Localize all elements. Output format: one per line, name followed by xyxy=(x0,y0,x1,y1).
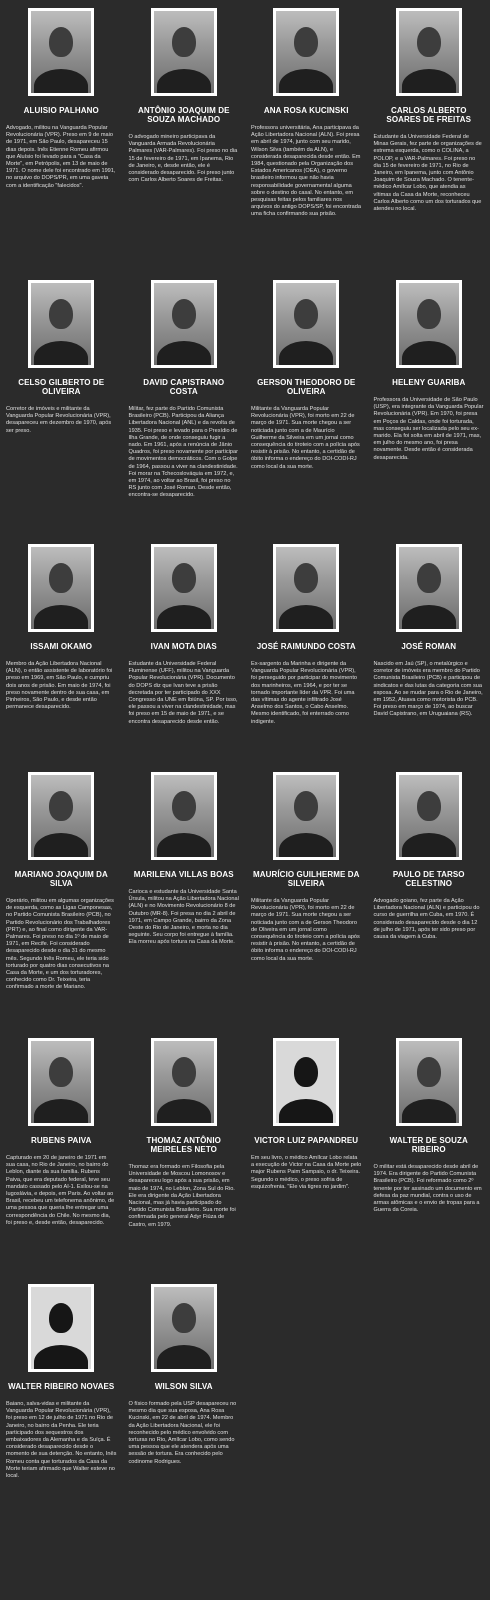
person-card xyxy=(0,0,123,272)
person-card xyxy=(0,1276,123,1600)
person-bio: Carioca e estudante da Universidade Santa Úrsula, militou na Ação Libertadora Nacional (ALN) e no Movimento Revolucionário 8 de Outubro (MR-8). Foi presa no dia 2 abril de 1971, em Campo Grande, bairro da Zona Oeste do Rio de Janeiro, e morta no dia seguinte. Seu corpo foi entregue à família. Ela morreu após tortura na Casa da Morte. xyxy=(128,889,239,946)
person-name: MAURÍCIO GUILHERME DA SILVEIRA xyxy=(252,870,360,888)
person-name: ISSAMI OKAMO xyxy=(30,642,93,651)
person-name: VICTOR LUIZ PAPANDREU xyxy=(254,1136,359,1145)
person-card xyxy=(123,0,246,272)
portrait-photo xyxy=(396,772,462,860)
portrait-photo xyxy=(273,772,339,860)
portrait-photo xyxy=(151,772,217,860)
person-card xyxy=(0,272,123,536)
person-bio: Em seu livro, o médico Amílcar Lobo relata a execução de Victor na Casa da Morte pelo major Rubens Paim Sampaio, o dr. Teixeira. Segundo o médico, o preso sofria de esquizofrenia. "Ele via tigres no jardim". xyxy=(251,1155,362,1190)
person-card xyxy=(245,536,368,764)
person-card xyxy=(368,1030,490,1276)
portrait-photo xyxy=(28,544,94,632)
portrait-photo xyxy=(151,1284,217,1372)
portrait-photo xyxy=(273,544,339,632)
person-bio: Militante da Vanguarda Popular Revolucionária (VPR), foi morto em 22 de março de 1971. Sua morte chegou a ser noticiada junto com a de Gerson Theodoro de Oliveira em um jornal como consequência do tiroteio com a polícia após resistir à prisão. No entanto, a certidão de óbito informa o endereço do DOI-CODI-RJ como local da sua morte. xyxy=(251,898,360,962)
portrait-photo xyxy=(151,1038,217,1126)
person-bio: Estudante da Universidade Federal de Minas Gerais, fez parte de organizações de extrema esquerda, como o COLINA, a POLOP, e a VAR-Palmares. Foi preso no dia 15 de fevereiro de 1971, no Rio de Janeiro, em Ipanema, junto com Antônio Joaquim de Souza Machado. O tenente-médico Amílcar Lobo, que atendia as vítimas da Casa da Morte, reconheceu Carlos Alberto como um dos torturados que atendeu no local. xyxy=(373,134,482,213)
person-card xyxy=(245,1030,368,1276)
portrait-photo xyxy=(28,280,94,368)
empty-cell xyxy=(368,1276,490,1600)
person-bio: Corretor de imóveis e militante da Vanguarda Popular Revolucionária (VPR), desapareceu em dezembro de 1970, após ser preso. xyxy=(6,406,112,434)
person-name: JOSÉ ROMAN xyxy=(401,642,457,651)
person-card xyxy=(0,764,123,1030)
portrait-photo xyxy=(28,772,94,860)
person-bio: Operário, militou em algumas organizações de esquerda, como as Ligas Camponesas, no Partido Comunista Brasileiro (PCB), no Partido Revolucionário dos Trabalhadores (PRT) e, ao final como dirigente da VAR-Palmares. Foi preso no dia 1º de maio de 1971, em Recife. Foi considerado desaparecido desde o dia 31 do mesmo mês. Segundo Inês Romeu, ele teria sido torturado por quatro dias consecutivos na Casa da Morte, e um dos torturadores, conhecido como Dr. Teixeira, teria confirmado a morte de Mariano. xyxy=(6,898,114,991)
person-name: IVAN MOTA DIAS xyxy=(150,642,217,651)
person-card xyxy=(368,764,490,1030)
person-bio: O advogado mineiro participava da Vanguarda Armada Revolucionária Palmares (VAR-Palmares). Foi preso no dia 15 de fevereiro de 1971, em Ipanema, Rio de Janeiro, e, desde então, ele é considerado desaparecido. Foi preso junto com Carlos Alberto Soares de Freitas. xyxy=(128,134,238,184)
person-bio: O militar está desaparecido desde abril de 1974. Era dirigente do Partido Comunista Brasileiro (PCB). Foi reformado como 2º tenente por ter assinado um documento em defesa da paz mundial, contra o uso de armas atômicas e o envio de tropas para a Guerra da Coreia. xyxy=(373,1164,482,1214)
person-bio: Professora universitária, Ana participava da Ação Libertadora Nacional (ALN). Foi presa em abril de 1974, junto com seu marido, Wilson Silva (também da ALN), e considerada desaparecida desde então. Em 1984, questionado pela Organização dos Estados Americanos (OEA), o governo brasileiro informou que não havia responsabilidade governamental alguma sobre o destino do casal. No entanto, em pesquisas feitas pelos familiares nos arquivos do antigo DOPS/SP, foi encontrada uma ficha confirmando sua prisão. xyxy=(251,125,361,218)
portrait-photo xyxy=(396,544,462,632)
person-bio: Baiano, salva-vidas e militante da Vanguarda Popular Revolucionária (VPR), foi preso em 12 de julho de 1971 no Rio de Janeiro, no bairro da Penha. Ele teria participado dos sequestros dos embaixadores da Alemanha e da Suíça. É considerado desaparecido desde o momento de sua detenção. No entanto, Inês Romeu conta que torturados da Casa da Morte teriam afirmado que Walter esteve no local. xyxy=(6,1401,117,1480)
person-name: MARILENA VILLAS BOAS xyxy=(133,870,234,879)
person-card xyxy=(368,272,490,536)
person-card xyxy=(0,536,123,764)
person-bio: Membro da Ação Libertadora Nacional (ALN), o então assistente de laboratório foi preso em 1969, em São Paulo, e cumpriu dois anos de prisão. Em maio de 1974, foi preso novamente dentro de sua casa, em Pinheiros, São Paulo, e desde então permanece desaparecido. xyxy=(6,661,113,711)
person-card xyxy=(123,1276,246,1600)
empty-cell xyxy=(245,1276,368,1600)
portrait-photo xyxy=(396,280,462,368)
person-bio: O físico formado pela USP desapareceu no mesmo dia que sua esposa, Ana Rosa Kucinski, em 22 de abril de 1974. Membro da Ação Libertadora Nacional, ele foi reconhecido pelo médico envolvido com torturas no Rio, Amílcar Lobo, como sendo uma pessoa que ele atendera após uma sessão de tortura. Era conhecido pelo codinome Rodrigues. xyxy=(128,1401,237,1465)
person-card xyxy=(123,1030,246,1276)
person-bio: Capturado em 20 de janeiro de 1971 em sua casa, no Rio de Janeiro, no bairro do Leblon, diante da sua família. Rubens Paiva, que era deputado federal, teve seu mandato cassado pelo AI-1. Exilou-se na Iugoslávia, e depois, em Paris. Ao voltar ao Brasil, recebeu um telefonema anônimo, de uma pessoa que queria lhe entregar uma correspondência do Chile. No mesmo dia, foi preso e, desde então, desaparecido. xyxy=(6,1155,115,1226)
portrait-photo xyxy=(396,1038,462,1126)
person-bio: Nascido em Jaú (SP), o metalúrgico e corretor de imóveis era membro do Partido Comunista Brasileiro (PCB) e participou de sindicatos e das lutas da categoria com sua esposa. Ao se mudar para o Rio de Janeiro, em 1952, Atuava como motorista do PCB. Foi preso em março de 1974, ao buscar David Capistrano, em Uruguaiana (RS). xyxy=(373,661,483,718)
person-card xyxy=(245,272,368,536)
person-name: PAULO DE TARSO CELESTINO xyxy=(392,870,465,888)
person-bio: Professora da Universidade de São Paulo (USP), era integrante da Vanguarda Popular Revolucionária (VPR). Em 1970, foi presa em Poços de Caldas, onde foi torturada, mas conseguiu ser localizada pelo seu ex-marido. Ela foi solta em abril de 1971, mas, em julho do mesmo ano, foi presa novamente. Desde então é considerada desaparecida. xyxy=(373,397,484,461)
person-card xyxy=(368,536,490,764)
portrait-photo xyxy=(28,1038,94,1126)
person-name: CARLOS ALBERTO SOARES DE FREITAS xyxy=(386,106,472,124)
silhouette-placeholder-icon xyxy=(28,1284,94,1372)
portrait-photo xyxy=(273,280,339,368)
person-bio: Advogado goiano, fez parte da Ação Libertadora Nacional (ALN) e participou do curso de guerrilha em Cuba, em 1970. É considerado desaparecido desde o dia 12 de julho de 1971, após ter sido preso por causa da viagem à Cuba. xyxy=(373,898,480,941)
person-card xyxy=(368,0,490,272)
person-name: WILSON SILVA xyxy=(154,1382,213,1391)
person-card xyxy=(245,0,368,272)
person-card xyxy=(123,272,246,536)
portrait-photo xyxy=(151,280,217,368)
person-name: HELENY GUARIBA xyxy=(392,378,466,387)
person-name: ALUISIO PALHANO xyxy=(23,106,99,115)
person-name: JOSÉ RAIMUNDO COSTA xyxy=(256,642,356,651)
portrait-photo xyxy=(151,544,217,632)
person-card xyxy=(0,1030,123,1276)
person-bio: Thomaz era formado em Filosofia pela Universidade de Moscou Lomonosov e desapareceu logo após a sua prisão, em maio de 1974, no Leblon, Zona Sul do Rio. Ele era dirigente da Ação Libertadora Nacional, mas já havia participado do Partido Comunista Brasileiro. Sua morte foi confirmada pelo general Adyr Fiúza de Castro, em 1979. xyxy=(128,1164,236,1228)
person-card xyxy=(245,764,368,1030)
person-name: ANTÔNIO JOAQUIM DE SOUZA MACHADO xyxy=(137,106,230,124)
silhouette-placeholder-icon xyxy=(273,1038,339,1126)
person-name: CELSO GILBERTO DE OLIVEIRA xyxy=(18,378,105,396)
person-name: WALTER RIBEIRO NOVAES xyxy=(8,1382,115,1391)
portrait-photo xyxy=(396,8,462,96)
person-name: WALTER DE SOUZA RIBEIRO xyxy=(389,1136,468,1154)
person-card xyxy=(123,764,246,1030)
person-card xyxy=(123,536,246,764)
person-bio: Militante da Vanguarda Popular Revolucionária (VPR), foi morto em 22 de março de 1971. Sua morte chegou a ser noticiada junto com a de Maurício Guilherme da Silveira em um jornal como consequência do tiroteio com a polícia após resistir à prisão. No entanto, a certidão de óbito informa o endereço do DOI-CODI-RJ como local da sua morte. xyxy=(251,406,360,470)
person-bio: Estudante da Universidade Federal Fluminense (UFF), militou na Vanguarda Popular Revolucionária (VPR). Documento do DOPS diz que Ivan teve a prisão decretada por ter participado do XXX Congresso da UNE em Ibiúna, SP. Por isso, ele passou a viver na clandestinidade, mas foi preso em 15 de maio de 1971, e se encontra desaparecido desde então. xyxy=(128,661,238,725)
person-name: THOMAZ ANTÔNIO MEIRELES NETO xyxy=(146,1136,221,1154)
person-name: RUBENS PAIVA xyxy=(31,1136,92,1145)
person-name: DAVID CAPISTRANO COSTA xyxy=(143,378,225,396)
person-name: ANA ROSA KUCINSKI xyxy=(263,106,349,115)
person-bio: Advogado, militou na Vanguarda Popular Revolucionária (VPR). Preso em 9 de maio de 1971, em São Paulo, desapareceu 15 dias depois. Inês Etienne Romeu afirmou que Aluísio foi levado para a "Casa da Morte", em Petrópolis, em 13 de maio de 1971. O nome dele foi encontrado em 1991, no arquivo do DOPS/PR, em uma gaveta com a identificação "falecidos". xyxy=(6,125,116,189)
portrait-photo xyxy=(273,8,339,96)
portrait-photo xyxy=(28,8,94,96)
person-bio: Ex-sargento da Marinha e dirigente da Vanguarda Popular Revolucionária (VPR), foi perseguido por participar do movimento dos marinheiros, em 1964, e por ter se tornado importante líder da VPR. Foi uma das vítimas do agente infiltrado José Anselmo dos Santos, o Cabo Anselmo. Mesmo identificado, foi enterrado como indigente. xyxy=(251,661,358,725)
person-bio: Militar, fez parte do Partido Comunista Brasileiro (PCB). Participou da Aliança Libertadora Nacional (ANL) e da revolta de 1935. Foi preso e levado para o Presídio de Ilha Grande, de onde conseguiu fugir a nado. Em 1961, após a renúncia de Jânio Quadros, foi preso novamente por participar de movimentos democráticos. Com o Golpe de 1964, passou a viver na clandestinidade. Foi morar na Tchecoslováquia em 1972, e, em 1974, ao voltar ao Brasil, foi preso no RS junto com José Roman. Desde então, encontra-se desaparecido. xyxy=(128,406,238,499)
person-name: GERSON THEODORO DE OLIVEIRA xyxy=(257,378,356,396)
person-name: MARIANO JOAQUIM DA SILVA xyxy=(14,870,108,888)
portrait-photo xyxy=(151,8,217,96)
